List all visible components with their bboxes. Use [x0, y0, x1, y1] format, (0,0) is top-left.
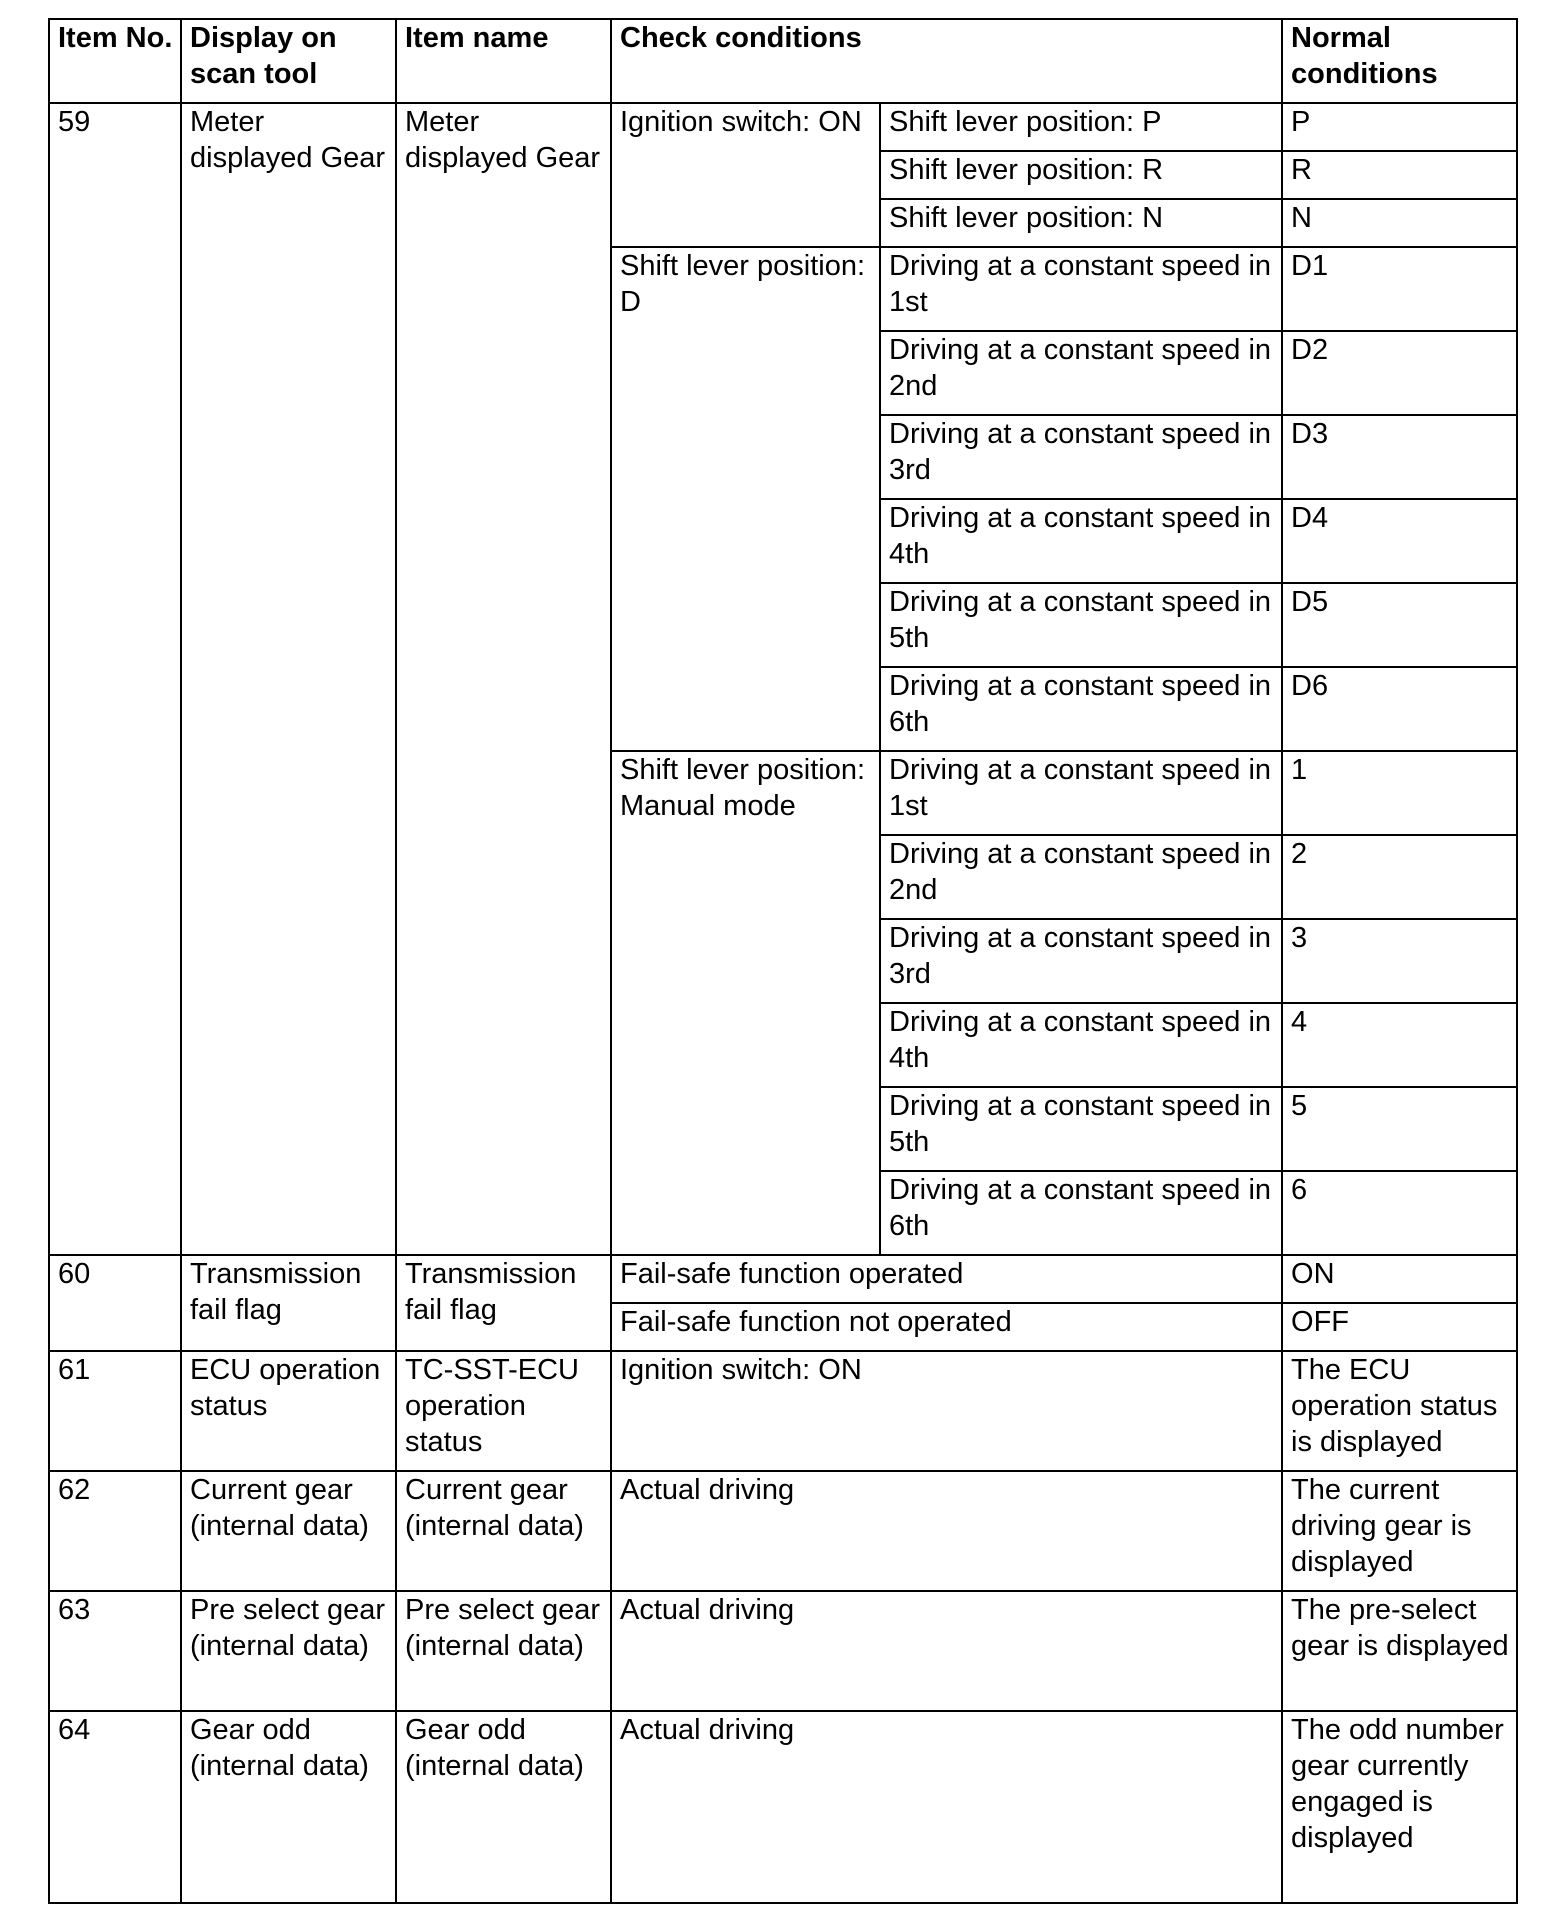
display-cell: Pre select gear (internal data): [181, 1591, 396, 1711]
condition-cell: Actual driving: [611, 1591, 1282, 1711]
condition-cell: Driving at a constant speed in 3rd: [880, 415, 1282, 499]
condition-cell: Fail-safe function not operated: [611, 1303, 1282, 1351]
display-cell: ECU operation status: [181, 1351, 396, 1471]
item-no-cell: 64: [49, 1711, 181, 1903]
normal-cell: D3: [1282, 415, 1517, 499]
header-normal-conditions: Normal conditions: [1282, 19, 1517, 103]
item-name-cell: Gear odd (internal data): [396, 1711, 611, 1903]
display-cell: Transmission fail flag: [181, 1255, 396, 1351]
item-no-cell: 61: [49, 1351, 181, 1471]
normal-cell: The current driving gear is displayed: [1282, 1471, 1517, 1591]
condition-cell: Driving at a constant speed in 3rd: [880, 919, 1282, 1003]
table-row: [49, 1351, 1517, 1471]
normal-cell: OFF: [1282, 1303, 1517, 1351]
normal-cell: D4: [1282, 499, 1517, 583]
condition-cell: Shift lever position: N: [880, 199, 1282, 247]
condition-cell: Driving at a constant speed in 2nd: [880, 835, 1282, 919]
condition-cell: Actual driving: [611, 1711, 1282, 1903]
item-no-cell: 59: [49, 103, 181, 1255]
data-list-table: [48, 18, 1518, 1904]
condition-cell: Shift lever position: R: [880, 151, 1282, 199]
item-name-cell: TC-SST-ECU operation status: [396, 1351, 611, 1471]
condition-cell: Driving at a constant speed in 6th: [880, 1171, 1282, 1255]
condition-cell: Driving at a constant speed in 5th: [880, 1087, 1282, 1171]
item-name-cell: Current gear (internal data): [396, 1471, 611, 1591]
table-row: [49, 1711, 1517, 1903]
condition-cell: Shift lever position: P: [880, 103, 1282, 151]
table-row: [49, 1255, 1517, 1303]
header-display: Display on scan tool: [181, 19, 396, 103]
normal-cell: 1: [1282, 751, 1517, 835]
condition-cell: Fail-safe function operated: [611, 1255, 1282, 1303]
header-check-conditions: Check conditions: [611, 19, 1282, 103]
item-no-cell: 63: [49, 1591, 181, 1711]
item-name-cell: Transmission fail flag: [396, 1255, 611, 1351]
condition-cell: Driving at a constant speed in 4th: [880, 499, 1282, 583]
condition-cell: Driving at a constant speed in 6th: [880, 667, 1282, 751]
table-row: [49, 1471, 1517, 1591]
condition-cell: Driving at a constant speed in 5th: [880, 583, 1282, 667]
normal-cell: 2: [1282, 835, 1517, 919]
header-item-name: Item name: [396, 19, 611, 103]
display-cell: Current gear (internal data): [181, 1471, 396, 1591]
condition-group-cell: Shift lever position: D: [611, 247, 880, 751]
table-row: [49, 1591, 1517, 1711]
normal-cell: D2: [1282, 331, 1517, 415]
normal-cell: R: [1282, 151, 1517, 199]
normal-cell: 5: [1282, 1087, 1517, 1171]
condition-cell: Driving at a constant speed in 1st: [880, 751, 1282, 835]
normal-cell: 6: [1282, 1171, 1517, 1255]
condition-cell: Driving at a constant speed in 1st: [880, 247, 1282, 331]
normal-cell: D6: [1282, 667, 1517, 751]
condition-group-cell: Ignition switch: ON: [611, 103, 880, 247]
normal-cell: 3: [1282, 919, 1517, 1003]
normal-cell: The pre-select gear is displayed: [1282, 1591, 1517, 1711]
table-header-row: [49, 19, 1517, 103]
condition-cell: Ignition switch: ON: [611, 1351, 1282, 1471]
display-cell: Meter displayed Gear: [181, 103, 396, 1255]
normal-cell: D5: [1282, 583, 1517, 667]
item-name-cell: Meter displayed Gear: [396, 103, 611, 1255]
display-cell: Gear odd (internal data): [181, 1711, 396, 1903]
condition-group-cell: Shift lever position: Manual mode: [611, 751, 880, 1255]
item-no-cell: 62: [49, 1471, 181, 1591]
header-item-no: Item No.: [49, 19, 181, 103]
normal-cell: P: [1282, 103, 1517, 151]
normal-cell: N: [1282, 199, 1517, 247]
table-row: [49, 103, 1517, 151]
normal-cell: D1: [1282, 247, 1517, 331]
normal-cell: The odd number gear currently engaged is displayed: [1282, 1711, 1517, 1903]
item-name-cell: Pre select gear (internal data): [396, 1591, 611, 1711]
condition-cell: Driving at a constant speed in 4th: [880, 1003, 1282, 1087]
normal-cell: ON: [1282, 1255, 1517, 1303]
condition-cell: Driving at a constant speed in 2nd: [880, 331, 1282, 415]
condition-cell: Actual driving: [611, 1471, 1282, 1591]
normal-cell: The ECU operation status is displayed: [1282, 1351, 1517, 1471]
normal-cell: 4: [1282, 1003, 1517, 1087]
item-no-cell: 60: [49, 1255, 181, 1351]
